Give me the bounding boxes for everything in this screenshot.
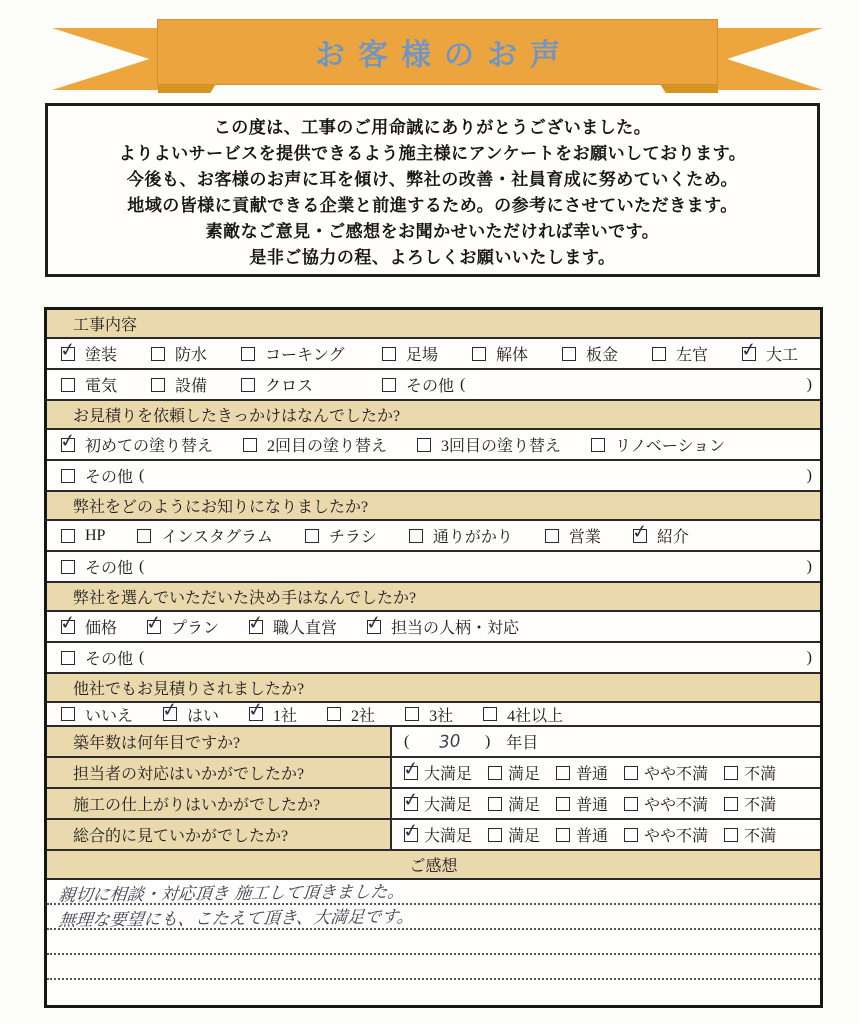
question-header: 弊社を選んでいただいた決め手はなんでしたか? [47, 583, 820, 612]
checkbox-label: 初めての塗り替え [85, 438, 214, 455]
option-row [47, 430, 820, 461]
rating-row [47, 820, 820, 851]
rating-option: 不満 [724, 761, 776, 784]
checkbox-label: 担当の人柄・対応 [391, 620, 520, 637]
ribbon-tail-left-icon [52, 28, 164, 90]
checkbox-label: HP [85, 526, 106, 544]
rating-option: 普通 [556, 761, 608, 784]
intro-line: 素敵なご意見・ご感想をお聞かせいただければ幸いです。 [205, 221, 660, 241]
checkbox-item [61, 527, 105, 545]
comment-line [47, 880, 820, 905]
option-row [47, 552, 820, 583]
intro-line: 今後も、お客様のお声に耳を傾け、弊社の改善・社員育成に努めていくため。 [126, 169, 739, 189]
ribbon-fold-right [660, 84, 718, 93]
checkbox [61, 469, 75, 483]
checkbox [241, 378, 255, 392]
handwritten-comment: 無理な要望にも、こたえて頂き、大満足です。 [57, 907, 415, 931]
checkbox-label: 防水 [175, 347, 208, 364]
checkbox [624, 766, 638, 780]
checkbox-item [591, 433, 725, 456]
checkbox-item [61, 433, 213, 456]
checkbox-label: 職人直営 [273, 620, 338, 637]
checkbox-label: 3社 [429, 707, 454, 725]
checkbox [405, 707, 419, 721]
question-header: 弊社をどのようにお知りになりましたか? [47, 492, 820, 521]
checkbox-item [61, 373, 151, 396]
checkbox-label: はい [187, 707, 220, 725]
checkbox-item [562, 342, 652, 365]
checkbox-label: 解体 [496, 347, 529, 364]
checkbox-label: 営業 [568, 529, 601, 546]
checkbox-item [137, 524, 272, 547]
paren-open: ( [139, 557, 145, 575]
question-cell: 施工の仕上がりはいかがでしたか? [47, 789, 392, 818]
rating-option: 普通 [556, 792, 608, 815]
handwritten-age-value: 30 [438, 730, 462, 753]
checkbox-label: 3回目の塗り替え [441, 438, 562, 455]
answer-cell [392, 727, 820, 756]
option-row [47, 643, 820, 674]
option-row [47, 612, 820, 643]
checkbox [241, 347, 255, 361]
paren-close: ) [806, 648, 812, 666]
checkbox-item [241, 342, 382, 365]
checkbox-label: チラシ [328, 529, 377, 546]
checkbox-label: 大工 [766, 347, 799, 364]
checkbox [249, 620, 263, 634]
checkbox-label: コーキング [265, 347, 345, 364]
rating-row [47, 789, 820, 820]
comments-header: ご感想 [47, 851, 820, 880]
checkbox [367, 620, 381, 634]
page-title: お客様のお声 [315, 39, 573, 72]
rating-option: やや不満 [624, 823, 708, 846]
checkbox-label: いいえ [85, 707, 134, 725]
checkbox-item [327, 703, 375, 726]
paren-open: ( [404, 732, 410, 750]
checkbox [61, 438, 75, 452]
checkbox [409, 529, 423, 543]
checkbox [488, 766, 502, 780]
comment-line [47, 930, 820, 955]
checkbox [591, 438, 605, 452]
checkbox [305, 529, 319, 543]
checkbox-label: 左官 [676, 347, 709, 364]
checkbox-item [405, 703, 453, 726]
checkbox [556, 766, 570, 780]
paren-close: ) [484, 732, 491, 750]
question-header: お見積りを依頼したきっかけはなんでしたか? [47, 401, 820, 430]
survey-table [44, 307, 823, 1008]
checkbox-label: 電気 [85, 378, 118, 395]
question-cell: 築年数は何年目ですか? [47, 727, 392, 756]
checkbox-item [249, 615, 337, 638]
checkbox-item [241, 373, 382, 396]
checkbox-item [472, 342, 562, 365]
comment-line [47, 955, 820, 980]
question-cell: 担当者の対応はいかがでしたか? [47, 758, 392, 787]
age-suffix-label: 年目 [506, 735, 539, 752]
comment-line [47, 905, 820, 930]
checkbox-item [61, 464, 133, 487]
intro-line: この度は、工事のご用命誠にありがとうございました。 [213, 117, 652, 137]
checkbox [61, 651, 75, 665]
checkbox-item [483, 703, 563, 726]
checkbox-item [61, 555, 133, 578]
checkbox-label: 板金 [586, 347, 619, 364]
option-row [47, 521, 820, 552]
checkbox [404, 797, 418, 811]
rating-option: やや不満 [624, 761, 708, 784]
option-row [47, 339, 820, 370]
checkbox [624, 797, 638, 811]
checkbox-item [151, 342, 241, 365]
checkbox [61, 560, 75, 574]
rating-option: 普通 [556, 823, 608, 846]
checkbox-item [367, 615, 519, 638]
checkbox-label: 4社以上 [507, 707, 564, 725]
checkbox [724, 766, 738, 780]
checkbox-item [61, 646, 133, 669]
checkbox [556, 797, 570, 811]
paren-open: ( [139, 648, 145, 666]
checkbox-label: 足場 [406, 347, 439, 364]
option-row [47, 703, 820, 727]
rating-option: ✓ 大満足 [404, 792, 472, 815]
checkbox [327, 707, 341, 721]
rating-option: 満足 [488, 761, 540, 784]
checkbox [633, 529, 647, 543]
intro-line: 地域の皆様に貢献できる企業と前進するため。の参考にさせていただきます。 [127, 195, 738, 215]
rating-option: 不満 [724, 792, 776, 815]
paren-close: ) [806, 375, 812, 393]
checkbox-label: 価格 [85, 620, 118, 637]
intro-line: 是非ご協力の程、よろしくお願いいたします。 [249, 247, 616, 267]
rating-option: 満足 [488, 823, 540, 846]
checkbox-item [382, 373, 454, 396]
rating-option: 満足 [488, 792, 540, 815]
ribbon-band [157, 19, 718, 85]
comment-line [47, 980, 820, 1005]
checkbox [545, 529, 559, 543]
checkbox [472, 347, 486, 361]
checkbox [556, 828, 570, 842]
ribbon-fold-left [158, 84, 216, 93]
checkbox [61, 529, 75, 543]
checkbox-item [409, 524, 513, 547]
checkbox [151, 378, 165, 392]
paren-close: ) [806, 466, 812, 484]
checkbox [147, 620, 161, 634]
checkbox [652, 347, 666, 361]
age-row [47, 727, 820, 758]
checkbox [483, 707, 497, 721]
paren-close: ) [806, 557, 812, 575]
checkbox [61, 620, 75, 634]
checkbox-label: プラン [171, 620, 220, 637]
question-header: 工事内容 [47, 310, 820, 339]
checkbox-item [742, 342, 798, 365]
comments-area [47, 880, 820, 1005]
checkbox-item [249, 703, 297, 726]
rating-row [47, 758, 820, 789]
checkbox-item [652, 342, 742, 365]
checkbox-label: リノベーション [615, 438, 726, 455]
checkbox [151, 347, 165, 361]
checkbox [163, 707, 177, 721]
checkbox [382, 347, 396, 361]
checkbox-label: クロス [265, 378, 314, 395]
rating-option: ✓ 大満足 [404, 823, 472, 846]
answer-cell [392, 789, 820, 818]
checkbox [742, 347, 756, 361]
checkbox-item [61, 703, 133, 726]
checkbox-label: インスタグラム [161, 529, 273, 546]
checkbox-label: その他 [85, 560, 134, 577]
checkbox [61, 707, 75, 721]
checkbox-item [382, 342, 472, 365]
answer-cell [392, 820, 820, 849]
checkbox-item [61, 615, 117, 638]
checkbox [417, 438, 431, 452]
checkbox [562, 347, 576, 361]
checkbox [404, 828, 418, 842]
checkbox-item [545, 524, 601, 547]
checkbox-item [305, 524, 377, 547]
checkbox-label: その他 [85, 469, 134, 486]
checkbox [61, 347, 75, 361]
paren-open: ( [460, 375, 466, 393]
checkbox-label: 紹介 [656, 529, 689, 546]
checkbox-item [61, 342, 151, 365]
question-cell: 総合的に見ていかがでしたか? [47, 820, 392, 849]
intro-line: よりよいサービスを提供できるよう施主様にアンケートをお願いしております。 [118, 143, 747, 163]
checkbox-label: 2社 [351, 707, 376, 725]
checkbox-item [633, 524, 689, 547]
checkbox [61, 378, 75, 392]
checkbox-label: 1社 [273, 707, 298, 725]
checkbox [724, 828, 738, 842]
checkbox-item [163, 703, 219, 726]
checkbox-label: 2回目の塗り替え [267, 438, 388, 455]
checkbox [382, 378, 396, 392]
rating-option: やや不満 [624, 792, 708, 815]
checkbox [488, 797, 502, 811]
checkbox-label: 設備 [175, 378, 208, 395]
answer-cell [392, 758, 820, 787]
checkbox-item [417, 433, 561, 456]
question-header: 他社でもお見積りされましたか? [47, 674, 820, 703]
option-row [47, 370, 820, 401]
handwritten-comment: 親切に相談・対応頂き 施工して頂きました。 [57, 882, 406, 906]
option-row [47, 461, 820, 492]
checkbox [249, 707, 263, 721]
checkbox-label: その他 [85, 651, 134, 668]
intro-box [45, 103, 820, 277]
checkbox [624, 828, 638, 842]
checkbox-label: その他 [406, 378, 455, 395]
checkbox-item [151, 373, 241, 396]
checkbox [137, 529, 151, 543]
rating-option: ✓ 大満足 [404, 761, 472, 784]
checkbox [488, 828, 502, 842]
checkbox [724, 797, 738, 811]
checkbox-label: 通りがかり [432, 529, 513, 546]
rating-option: 不満 [724, 823, 776, 846]
checkbox-item [243, 433, 387, 456]
checkbox-label: 塗装 [85, 347, 118, 364]
checkbox [243, 438, 257, 452]
checkbox-item [147, 615, 219, 638]
paren-open: ( [139, 466, 145, 484]
checkbox [404, 766, 418, 780]
